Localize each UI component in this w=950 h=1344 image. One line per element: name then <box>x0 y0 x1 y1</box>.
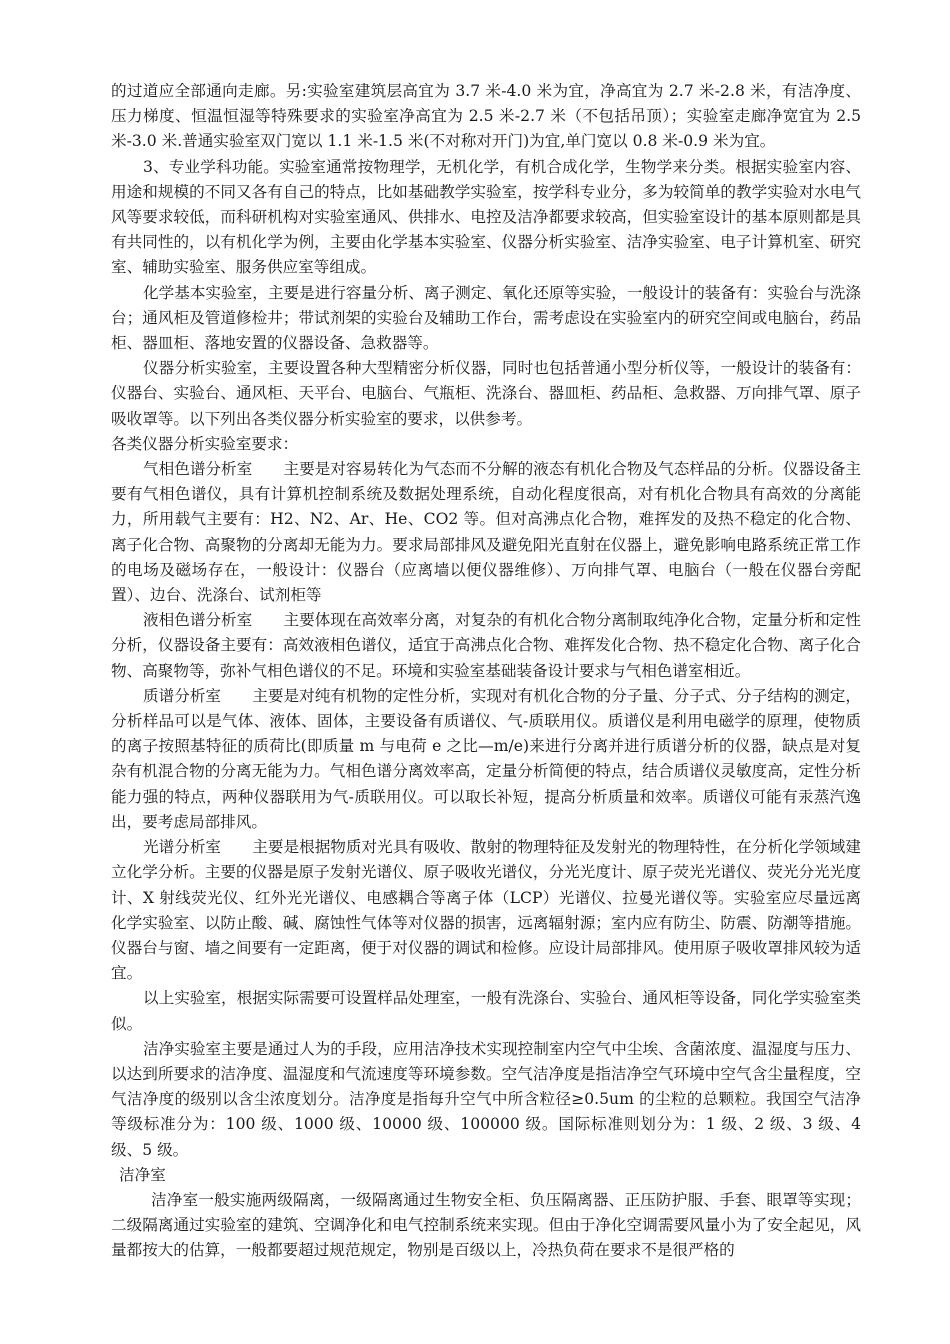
paragraph-discipline-function: 3、专业学科功能。实验室通常按物理学，无机化学，有机合成化学，生物学来分类。根据实验室内容、用途和规模的不同又各有自己的特点，比如基础教学实验室，按学科专业分，多为较简单的教学实验对水电气风等要求较低，而科研机构对实验室通风、供排水、电控及洁净都要求较高，但实验室设计的基本原则都是具有共同性的，以有机化学为例，主要由化学基本实验室、仪器分析实验室、洁净实验室、电子计算机室、研究室、辅助实验室、服务供应室等组成。 <box>111 157 861 277</box>
paragraph-clean-room-isolation: 洁净室一般实施两级隔离，一级隔离通过生物安全柜、负压隔离器、正压防护服、手套、眼罩等实现；二级隔离通过实验室的建筑、空调净化和电气控制系统来实现。但由于净化空调需要风量小为了安全起见，风量都按大的估算，一般都要超过规范规定，物别是百级以上，冷热负荷在要求不是很严格的 <box>111 1190 861 1260</box>
document-body <box>111 79 861 1264</box>
paragraph-instrument-lab: 仪器分析实验室，主要设置各种大型精密分析仪器，同时也包括普通小型分析仪等，一般设计的装备有：仪器台、实验台、通风柜、天平台、电脑台、气瓶柜、洗涤台、器皿柜、药品柜、急救器、万向排气罩、原子吸收罩等。以下列出各类仪器分析实验室的要求，以供参考。 <box>111 359 861 428</box>
paragraph-sample-prep: 以上实验室，根据实际需要可设置样品处理室，一般有洗涤台、实验台、通风柜等设备，同化学实验室类似。 <box>111 989 861 1033</box>
paragraph-liquid-chromatography: 液相色谱分析室 主要体现在高效率分离，对复杂的有机化合物分离制取纯净化合物，定量分析和定性分析，仪器设备主要有：高效液相色谱仪，适宜于高沸点化合物、难挥发化合物、热不稳定化合物、离子化合物、高聚物等，弥补气相色谱仪的不足。环境和实验室基础装备设计要求与气相色谱室相近。 <box>111 611 861 680</box>
paragraph-basic-chem-lab: 化学基本实验室，主要是进行容量分析、离子测定、氧化还原等实验，一般设计的装备有：实验台与洗涤台；通风柜及管道修检井；带试剂架的实验台及辅助工作台，需考虑设在实验室内的研究空间或电脑台，药品柜、器皿柜、落地安置的仪器设备、急救器等。 <box>111 283 861 353</box>
paragraph-mass-spectrometry: 质谱分析室 主要是对纯有机物的定性分析，实现对有机化合物的分子量、分子式、分子结构的测定，分析样品可以是气体、液体、固体，主要设备有质谱仪、气-质联用仪。质谱仪是利用电磁学的原理，使物质的离子按照基特征的质荷比(即质量 m 与电荷 e 之比—m/e)来进行分离并进行质谱分析的仪器，缺点是对复杂有机混合物的分离无能为力。气相色谱分离效率高，定量分析简便的特点，结合质谱仪灵敏度高，定性分析能力强的特点，两种仪器联用为气-质联用仪。可以取长补短，提高分析质量和效率。质谱仪可能有汞蒸汽逸出，要考虑局部排风。 <box>111 686 861 831</box>
paragraph-clean-lab: 洁净实验室主要是通过人为的手段，应用洁净技术实现控制室内空气中尘埃、含菌浓度、温湿度与压力、以达到所要求的洁净度、温湿度和气流速度等环境参数。空气洁净度是指洁净空气环境中空气含尘量程度，空气洁净度的级别以含尘浓度划分。洁净度是指每升空气中所含粒径≥0.5um 的尘粒的总颗粒。我国空气洁净等级标准分为：100 级、1000 级、10000 级、100000 级。国际标准则划分为：1 级、2 级、3 级、4 级、5 级。 <box>111 1039 861 1159</box>
section-heading-instrument-requirements: 各类仪器分析实验室要求： <box>111 434 299 453</box>
section-heading-clean-room: 洁净室 <box>119 1165 166 1184</box>
paragraph-lab-dimensions: 的过道应全部通向走廊。另:实验室建筑层高宜为 3.7 米-4.0 米为宜，净高宜为 2.7 米-2.8 米，有洁净度、压力梯度、恒温恒湿等特殊要求的实验室净高宜为 2.5 米-2.7 米（不包括吊顶）；实验室走廊净宽宜为 2.5 米-3.0 米.普通实验室双门宽以 1.1 米-1.5 米(不对称对开门)为宜,单门宽以 0.8 米-0.9 米为宜。 <box>111 82 861 151</box>
paragraph-gas-chromatography: 气相色谱分析室 主要是对容易转化为气态而不分解的液态有机化合物及气态样品的分析。仪器设备主要有气相色谱仪，具有计算机控制系统及数据处理系统，自动化程度很高，对有机化合物具有高效的分离能力，所用载气主要有：H2、N2、Ar、He、CO2 等。但对高沸点化合物，难挥发的及热不稳定的化合物、离子化合物、高聚物的分离却无能为力。要求局部排风及避免阳光直射在仪器上，避免影响电路系统正常工作的电场及磁场存在，一般设计：仪器台（应离墙以便仪器维修）、万向排气罩、电脑台（一般在仪器台旁配置）、边台、洗涤台、试剂柜等 <box>111 460 861 605</box>
paragraph-spectroscopy: 光谱分析室 主要是根据物质对光具有吸收、散射的物理特征及发射光的物理特性，在分析化学领域建立化学分析。主要的仪器是原子发射光谱仪、原子吸收光谱仪，分光光度计、原子荧光光谱仪、荧光分光光度计、X 射线荧光仪、红外光光谱仪、电感耦合等离子体（LCP）光谱仪、拉曼光谱仪等。实验室应尽量远离化学实验室、以防止酸、碱、腐蚀性气体等对仪器的损害，远离辐射源；室内应有防尘、防震、防潮等措施。仪器台与窗、墙之间要有一定距离，便于对仪器的调试和检修。应设计局部排风。使用原子吸收罩排风较为适宜。 <box>111 838 861 983</box>
